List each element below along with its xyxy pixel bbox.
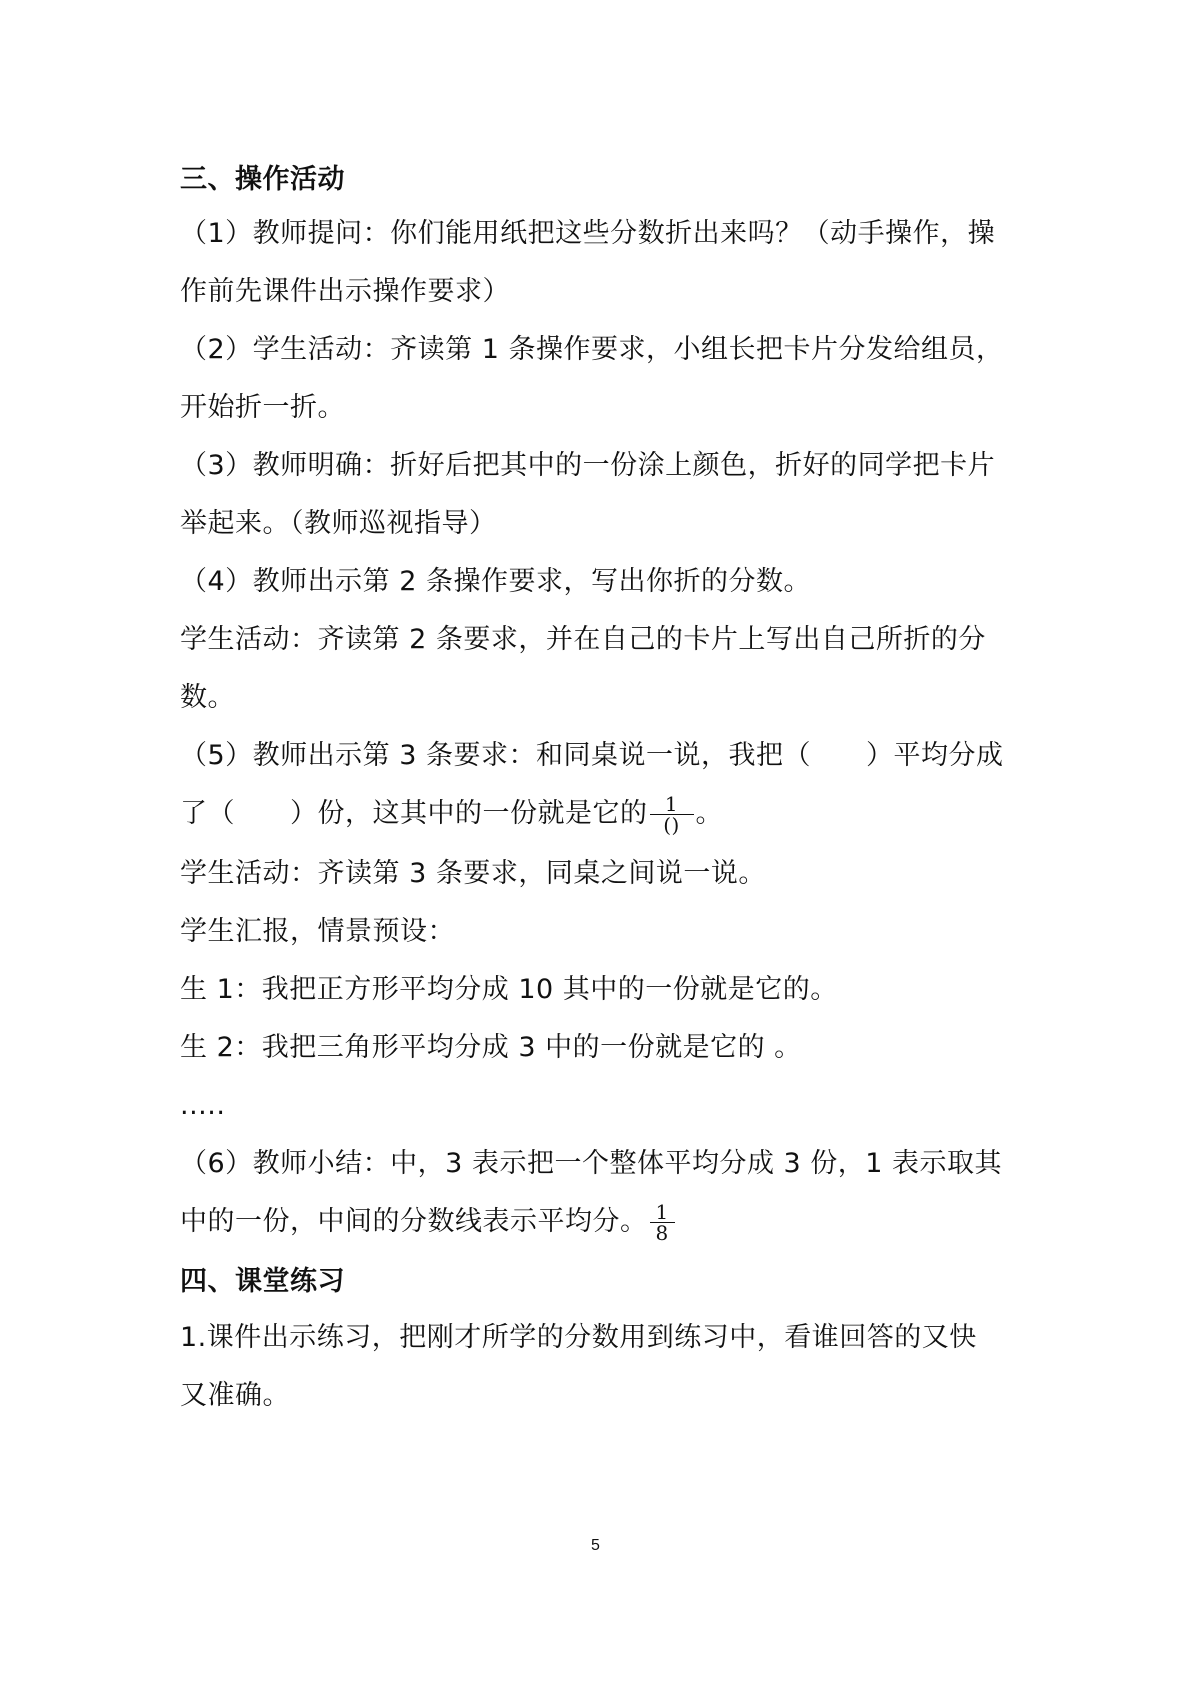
paragraph-4-line-1: （4）教师出示第 2 条操作要求，写出你折的分数。 <box>180 566 812 597</box>
fraction-denominator: 8 <box>655 1221 669 1245</box>
section-4-heading: 四、课堂练习 <box>180 1266 345 1297</box>
paragraph-6-line-1: （6）教师小结：中，3 表示把一个整体平均分成 3 份，1 表示取其 <box>180 1148 1003 1179</box>
paragraph-6-line-2 <box>180 1202 677 1243</box>
section-3-heading: 三、操作活动 <box>180 164 345 195</box>
paragraph-6-line-2-text: 中的一份，中间的分数线表示平均分。 <box>180 1206 648 1237</box>
paragraph-4b-line-2: 数。 <box>180 682 235 713</box>
fraction-one-eighth <box>650 1202 675 1243</box>
student-2-line: 生 2：我把三角形平均分成 3 中的一份就是它的 。 <box>180 1032 802 1063</box>
paragraph-5c-line-1: 学生汇报，情景预设： <box>180 916 455 947</box>
paragraph-2-line-1: （2）学生活动：齐读第 1 条操作要求，小组长把卡片分发给组员， <box>180 334 1004 365</box>
paragraph-5-line-1: （5）教师出示第 3 条要求：和同桌说一说，我把（ ）平均分成 <box>180 740 1004 771</box>
paragraph-4b-line-1: 学生活动：齐读第 2 条要求，并在自己的卡片上写出自己所折的分 <box>180 624 986 655</box>
paragraph-1-line-2: 作前先课件出示操作要求） <box>180 276 510 307</box>
paragraph-5b-line-1: 学生活动：齐读第 3 条要求，同桌之间说一说。 <box>180 858 766 889</box>
page-number: 5 <box>591 1537 600 1554</box>
student-1-line: 生 1：我把正方形平均分成 10 其中的一份就是它的。 <box>180 974 838 1005</box>
fraction-one-over-blank <box>650 794 694 835</box>
paragraph-3-line-1: （3）教师明确：折好后把其中的一份涂上颜色，折好的同学把卡片 <box>180 450 996 481</box>
paragraph-2-line-2: 开始折一折。 <box>180 392 345 423</box>
ellipsis-line: ..... <box>180 1090 226 1121</box>
fraction-denominator: () <box>663 813 680 837</box>
paragraph-5-line-2-text: 了（ ）份，这其中的一份就是它的 <box>180 798 648 829</box>
paragraph-5-line-2 <box>180 794 723 835</box>
fraction-numerator: 1 <box>655 1200 669 1224</box>
exercise-1-line-2: 又准确。 <box>180 1380 290 1411</box>
paragraph-3-line-2: 举起来。（教师巡视指导） <box>180 508 497 539</box>
exercise-1-line-1: 1.课件出示练习，把刚才所学的分数用到练习中，看谁回答的又快 <box>180 1322 977 1353</box>
fraction-numerator: 1 <box>664 792 679 816</box>
paragraph-1-line-1: （1）教师提问：你们能用纸把这些分数折出来吗？（动手操作，操 <box>180 218 996 249</box>
paragraph-5-line-2-end: 。 <box>695 798 723 829</box>
